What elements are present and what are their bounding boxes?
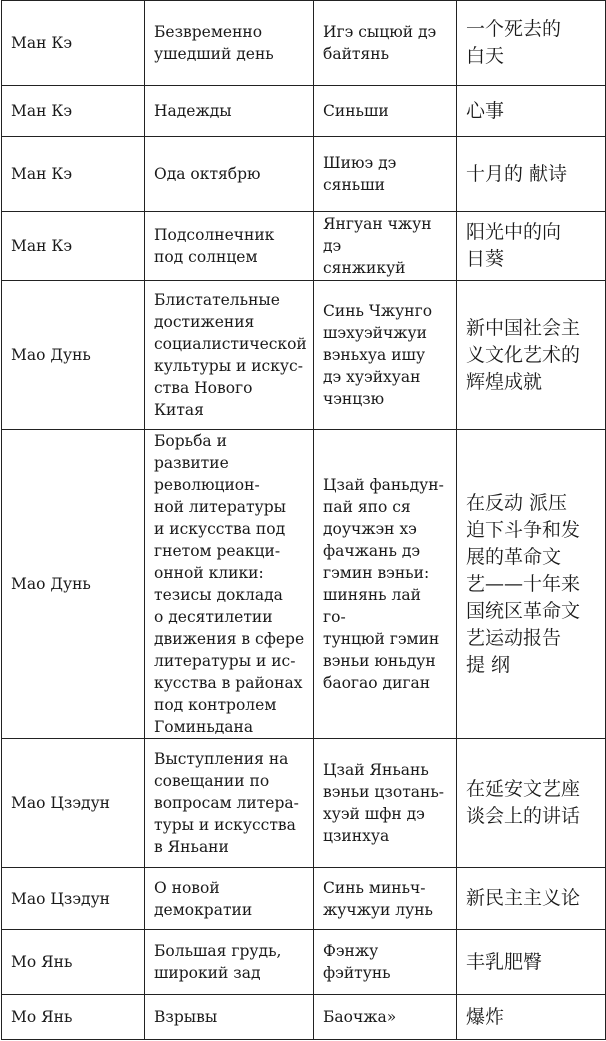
table-row [2, 137, 606, 212]
author-cell: Ман Кэ [2, 1, 145, 86]
author-cell: Мо Янь [2, 930, 145, 995]
title-ru-cell: Взрывы [145, 995, 314, 1040]
author-cell: Ман Кэ [2, 137, 145, 212]
title-zh-cell: 在延安文艺座 谈会上的讲话 [457, 739, 606, 868]
title-ru-cell: Блистательные достижения социалистической культуры и искус- ства Нового Китая [145, 281, 314, 430]
title-zh-cell: 新民主主义论 [457, 868, 606, 930]
title-ru-cell: Подсолнечник под солнцем [145, 212, 314, 281]
title-zh-cell: 爆炸 [457, 995, 606, 1040]
table-row [2, 868, 606, 930]
title-zh-cell: 一个死去的 白天 [457, 1, 606, 86]
title-translit-cell: Синьши [314, 86, 457, 137]
table-row [2, 930, 606, 995]
author-cell: Мао Цзэдун [2, 868, 145, 930]
table-row [2, 281, 606, 430]
title-translit-cell: Фэнжу фэйтунь [314, 930, 457, 995]
title-translit-cell: Цзай Яньань вэньи цзотань- хуэй шфн дэ цзинхуа [314, 739, 457, 868]
bibliography-table [1, 0, 606, 1040]
title-zh-cell: 丰乳肥臀 [457, 930, 606, 995]
title-zh-cell: 新中国社会主 义文化艺术的 辉煌成就 [457, 281, 606, 430]
table-row [2, 739, 606, 868]
title-ru-cell: Надежды [145, 86, 314, 137]
table-row [2, 995, 606, 1040]
title-translit-cell: Игэ сыцюй дэ байтянь [314, 1, 457, 86]
title-ru-cell: Большая грудь, широкий зад [145, 930, 314, 995]
title-zh-cell: 十月的 献诗 [457, 137, 606, 212]
title-zh-cell: 在反动 派压 迫下斗争和发 展的革命文 艺——十年来 国统区革命文 艺运动报告 提 纲 [457, 430, 606, 739]
title-translit-cell: Цзай фаньдун- пай япо ся доучжэн хэ фачжань дэ гэмин вэньи: шинянь лай го- тунцюй гэмин вэньи юньдун баогао диган [314, 430, 457, 739]
title-ru-cell: Выступления на совещании по вопросам литера- туры и искусства в Яньани [145, 739, 314, 868]
table-row [2, 86, 606, 137]
table-row [2, 212, 606, 281]
author-cell: Мо Янь [2, 995, 145, 1040]
table-row [2, 430, 606, 739]
title-ru-cell: О новой демократии [145, 868, 314, 930]
title-ru-cell: Безвременно ушедший день [145, 1, 314, 86]
title-translit-cell: Баочжа» [314, 995, 457, 1040]
author-cell: Мао Дунь [2, 281, 145, 430]
title-translit-cell: Синь Чжунго шэхуэйчжуи вэньхуа ишу дэ хуэйхуан чэнцзю [314, 281, 457, 430]
author-cell: Ман Кэ [2, 86, 145, 137]
title-zh-cell: 心事 [457, 86, 606, 137]
title-translit-cell: Шиюэ дэ сяньши [314, 137, 457, 212]
title-ru-cell: Борьба и развитие революцион- ной литературы и искусства под гнетом реакци- онной клики: тезисы доклада о десятилетии движения в сфере литературы и ис- кусства в районах под контролем Гоминьдана [145, 430, 314, 739]
table-row [2, 1, 606, 86]
author-cell: Ман Кэ [2, 212, 145, 281]
author-cell: Мао Дунь [2, 430, 145, 739]
title-translit-cell: Синь миньч- жучжуи лунь [314, 868, 457, 930]
author-cell: Мао Цзэдун [2, 739, 145, 868]
title-ru-cell: Ода октябрю [145, 137, 314, 212]
title-translit-cell: Янгуан чжун дэ сянжикуй [314, 212, 457, 281]
title-zh-cell: 阳光中的向 日葵 [457, 212, 606, 281]
